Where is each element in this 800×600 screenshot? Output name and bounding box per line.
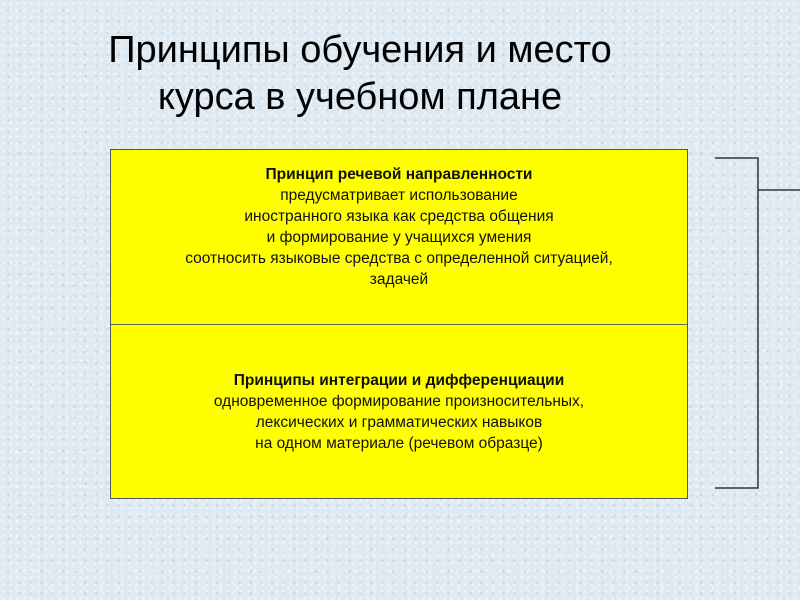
principle-heading: Принцип речевой направленности (265, 166, 533, 183)
principle-text-line: соотносить языковые средства с определенной ситуацией, (185, 250, 613, 267)
principle-text-line: иностранного языка как средства общения (244, 208, 554, 225)
principle-block-integration (111, 370, 687, 454)
slide-title (0, 27, 720, 121)
principles-box (110, 149, 688, 499)
slide-title-line-1: Принципы обучения и место (108, 29, 612, 71)
principle-text-line: лексических и грамматических навыков (255, 414, 543, 431)
principle-text-line: предусматривает использование (280, 187, 518, 204)
principle-text-line: одновременное формирование произносительных, (213, 393, 585, 410)
slide-title-line-2: курса в учебном плане (157, 76, 563, 118)
principle-text-line: на одном материале (речевом образце) (255, 435, 543, 452)
principle-text-line: задачей (369, 271, 429, 288)
principle-text-line: и формирование у учащихся умения (266, 229, 532, 246)
principle-heading: Принципы интеграции и дифференциации (233, 372, 565, 389)
principle-block-speech (111, 164, 687, 290)
right-bracket-connector (700, 150, 800, 495)
section-divider (111, 324, 687, 325)
